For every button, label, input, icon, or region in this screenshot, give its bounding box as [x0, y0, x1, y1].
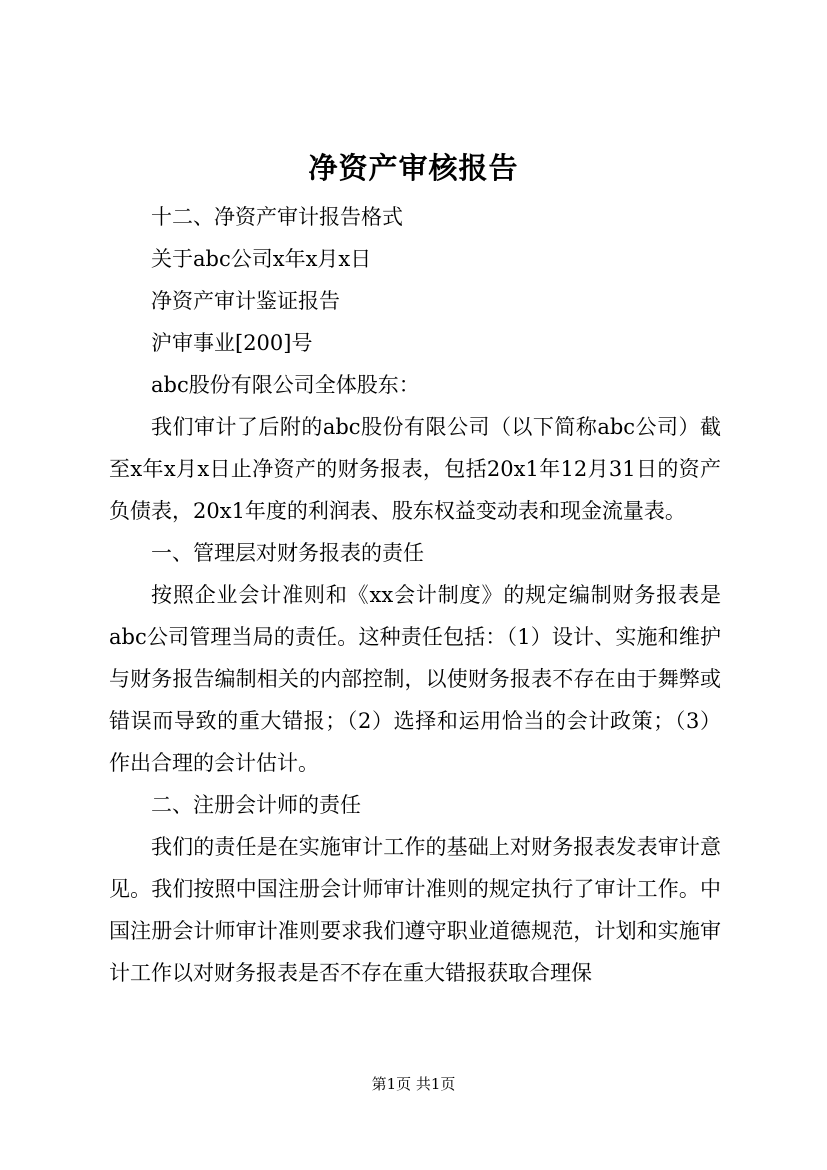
paragraph-auditor-heading: 二、注册会计师的责任: [151, 793, 361, 817]
paragraph-audit-scope: 我们审计了后附的abc股份有限公司（以下简称abc公司）截至x年x月x日止净资产的财务报表，包括20x1年12月31日的资产负债表，20x1年度的利润表、股东权益变动表和现金流量表。: [109, 415, 721, 523]
paragraph-subject-line: 关于abc公司x年x月x日: [151, 247, 372, 271]
page-number-footer: 第1页 共1页: [371, 1075, 456, 1093]
paragraph-report-number: 沪审事业[200]号: [151, 331, 313, 355]
paragraph-addressee: abc股份有限公司全体股东：: [151, 373, 420, 397]
paragraph-auditor-responsibility: 我们的责任是在实施审计工作的基础上对财务报表发表审计意见。我们按照中国注册会计师审计准则的规定执行了审计工作。中国注册会计师审计准则要求我们遵守职业道德规范，计划和实施审计工作以对财务报表是否不存在重大错报获取合理保: [109, 835, 721, 985]
paragraph-management-heading: 一、管理层对财务报表的责任: [151, 541, 424, 565]
paragraph-section-heading: 十二、净资产审计报告格式: [151, 205, 403, 229]
paragraph-report-name: 净资产审计鉴证报告: [151, 289, 340, 313]
paragraph-management-responsibility: 按照企业会计准则和《xx会计制度》的规定编制财务报表是abc公司管理当局的责任。这种责任包括：（1）设计、实施和维护与财务报告编制相关的内部控制，以使财务报表不存在由于舞弊或错误而导致的重大错报；（2）选择和运用恰当的会计政策；（3）作出合理的会计估计。: [109, 583, 721, 775]
document-body: [109, 196, 721, 994]
document-title: 净资产审核报告: [308, 151, 519, 185]
